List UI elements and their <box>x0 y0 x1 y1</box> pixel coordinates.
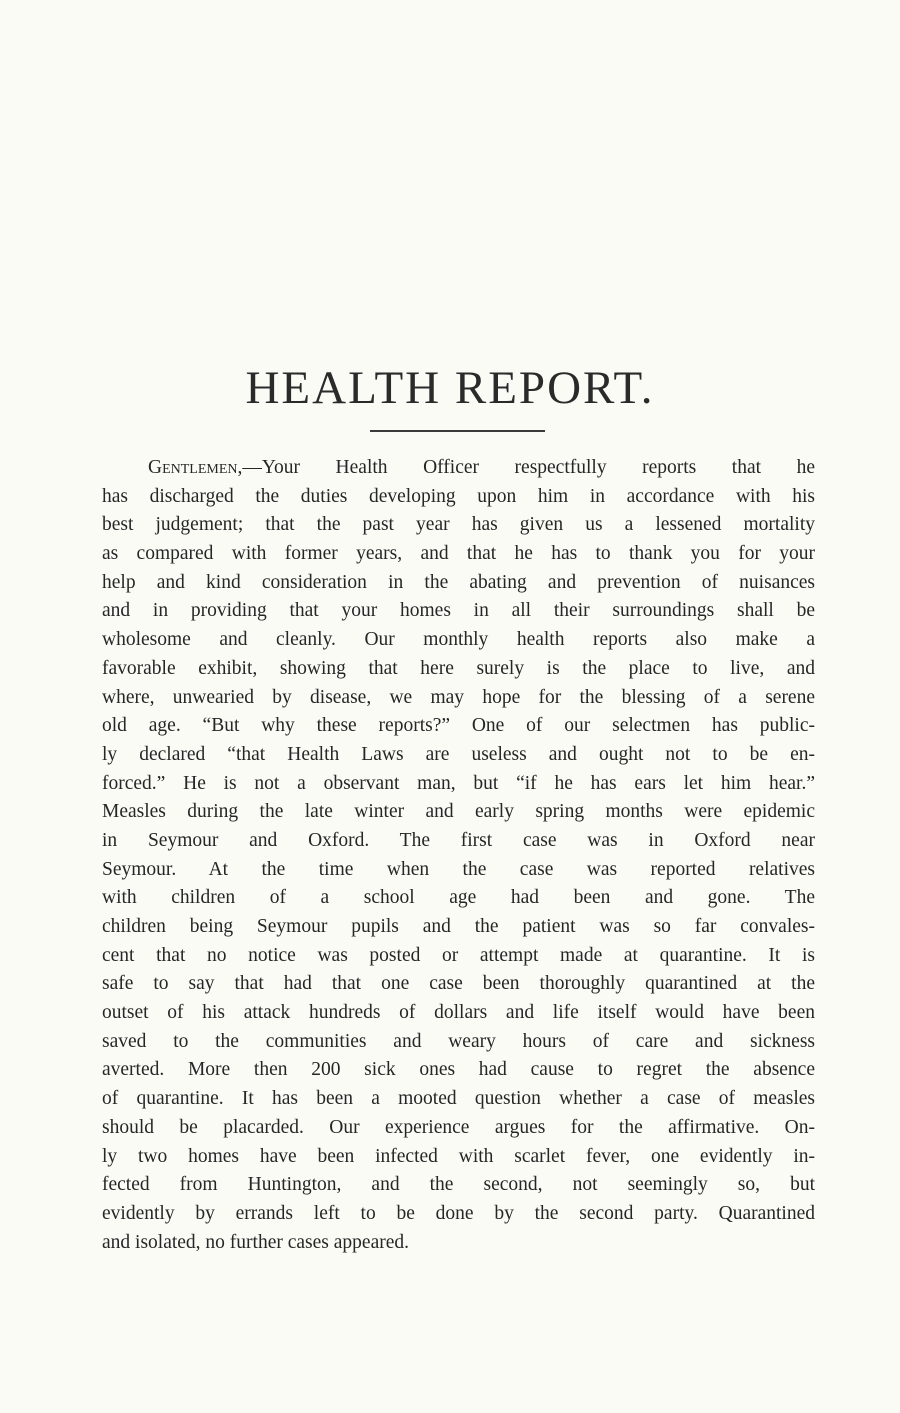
text-line: averted. More then 200 sick ones had cause to regret the absence <box>102 1059 815 1081</box>
text-line: and in providing that your homes in all their surroundings shall be <box>102 600 815 622</box>
text-line: old age. “But why these reports?” One of our selectmen has public- <box>102 715 815 737</box>
text-line: and isolated, no further cases appeared. <box>102 1231 409 1253</box>
text-line: with children of a school age had been and gone. The <box>102 887 815 909</box>
text-line: cent that no notice was posted or attempt made at quarantine. It is <box>102 944 815 966</box>
text-line: favorable exhibit, showing that here surely is the place to live, and <box>102 657 815 679</box>
page-title: HEALTH REPORT. <box>245 362 655 414</box>
text-line: children being Seymour pupils and the patient was so far convales- <box>102 916 815 937</box>
text-line: outset of his attack hundreds of dollars and life itself would have been <box>102 1002 815 1024</box>
text-line: safe to say that had that one case been thoroughly quarantined at the <box>102 973 815 995</box>
text-line: Gentlemen,—Your Health Officer respectfully reports that he <box>148 457 815 478</box>
text-line: in Seymour and Oxford. The first case was in Oxford near <box>102 829 815 851</box>
text-line: best judgement; that the past year has given us a lessened mortality <box>102 514 815 536</box>
text-line: forced.” He is not a observant man, but “if he has ears let him hear.” <box>102 772 815 794</box>
report-paragraph <box>102 454 815 1257</box>
text-line: help and kind consideration in the abating and prevention of nuisances <box>102 571 815 593</box>
text-line: fected from Huntington, and the second, not seemingly so, but <box>102 1174 815 1196</box>
text-line: saved to the communities and weary hours of care and sickness <box>102 1030 815 1052</box>
text-line: wholesome and cleanly. Our monthly health reports also make a <box>102 629 815 651</box>
text-line: of quarantine. It has been a mooted question whether a case of measles <box>102 1088 815 1110</box>
text-line: evidently by errands left to be done by the second party. Quarantined <box>102 1202 815 1224</box>
text-line: as compared with former years, and that he has to thank you for your <box>102 543 815 565</box>
text-line: ly two homes have been infected with scarlet fever, one evidently in- <box>102 1145 815 1167</box>
text-line: where, unwearied by disease, we may hope for the blessing of a serene <box>102 686 815 708</box>
title-divider <box>370 430 545 432</box>
text-line: Seymour. At the time when the case was reported relatives <box>102 858 815 880</box>
text-line: Measles during the late winter and early spring months were epidemic <box>102 801 815 823</box>
text-line: has discharged the duties developing upon him in accordance with his <box>102 485 815 507</box>
text-line: should be placarded. Our experience argues for the affirmative. On- <box>102 1116 815 1138</box>
salutation: Gentlemen, <box>148 457 243 478</box>
text-line: ly declared “that Health Laws are useless and ought not to be en- <box>102 743 815 765</box>
